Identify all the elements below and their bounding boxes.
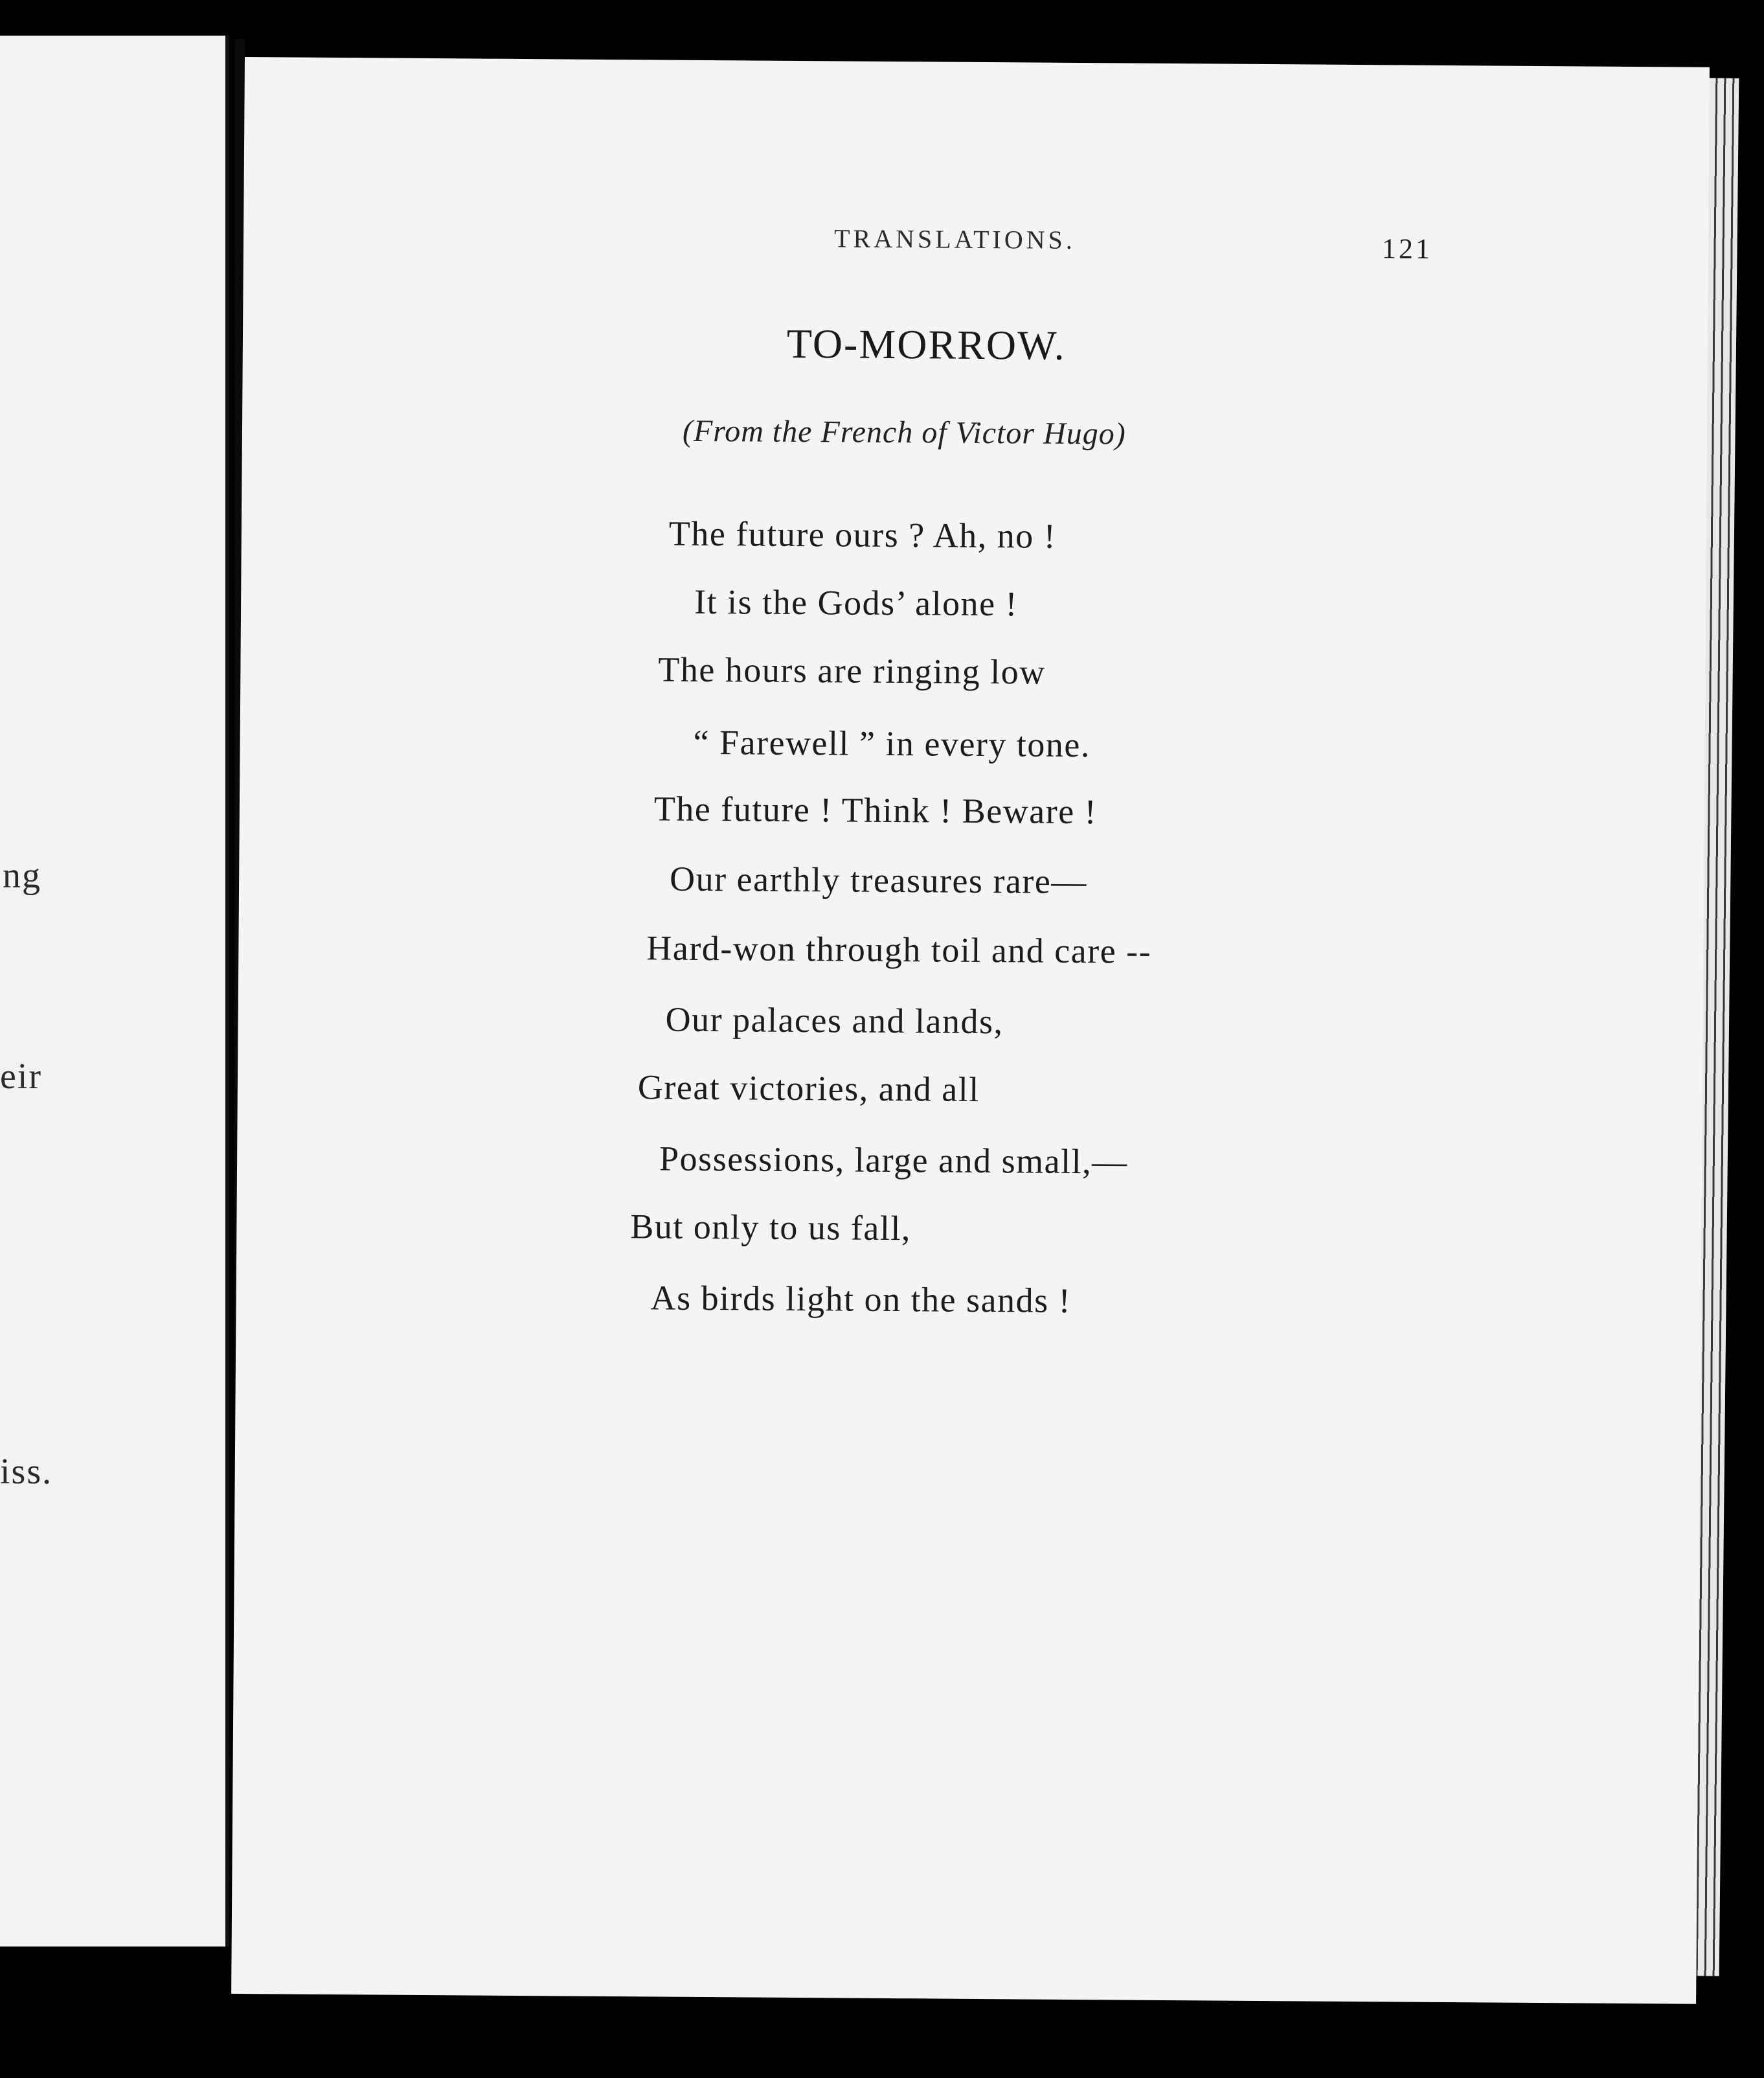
running-head: TRANSLATIONS. xyxy=(833,223,1076,255)
poem-line: Our earthly treasures rare— xyxy=(669,859,1088,902)
poem-body xyxy=(231,57,1710,2004)
poem-line: Our palaces and lands, xyxy=(665,999,1004,1042)
poem-line: But only to us fall, xyxy=(630,1207,912,1248)
left-page-fragment: eir xyxy=(0,1056,43,1097)
poem-line: As birds light on the sands ! xyxy=(650,1278,1072,1320)
poem-line: The future ours ? Ah, no ! xyxy=(668,514,1057,556)
left-page-fragment: ng xyxy=(3,856,41,896)
poem-line: Hard-won through toil and care -- xyxy=(646,928,1152,971)
page-number: 121 xyxy=(1381,233,1433,265)
poem-line: It is the Gods’ alone ! xyxy=(694,582,1019,624)
poem-line: Great victories, and all xyxy=(637,1068,980,1109)
right-page xyxy=(231,57,1710,2004)
poem-line: “ Farewell ” in every tone. xyxy=(693,722,1091,765)
left-page-fragment: iss. xyxy=(0,1452,53,1492)
poem-attribution: (From the French of Victor Hugo) xyxy=(682,413,1126,451)
poem-line: Possessions, large and small,— xyxy=(659,1139,1128,1182)
poem-line: The hours are ringing low xyxy=(658,650,1046,692)
left-page xyxy=(0,36,229,1947)
poem-title: TO-MORROW. xyxy=(786,320,1066,369)
poem-line: The future ! Think ! Beware ! xyxy=(653,789,1098,832)
